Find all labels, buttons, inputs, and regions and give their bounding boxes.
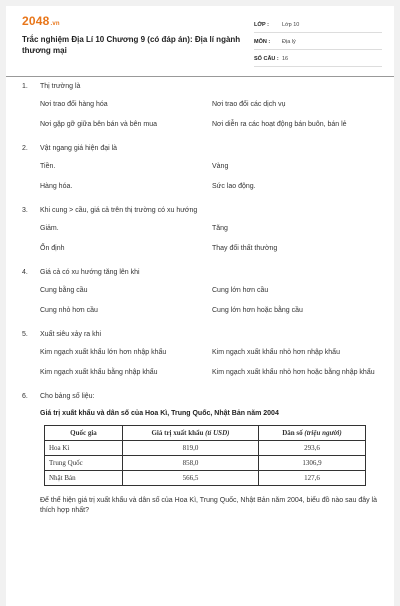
- question-text: Xuất siêu xảy ra khi: [40, 331, 102, 338]
- option[interactable]: Cung nhỏ hơn cầu: [40, 307, 98, 314]
- option[interactable]: Ổn định: [40, 245, 65, 252]
- meta-value: Địa lý: [282, 39, 296, 45]
- export-label: Giá trị xuất khẩu: [151, 429, 204, 437]
- worksheet-header: [6, 6, 394, 78]
- question-stem: [6, 392, 394, 402]
- question-number: 5.: [22, 331, 28, 338]
- option-grid: [6, 162, 394, 192]
- worksheet-page: [6, 6, 394, 606]
- question-stem: [6, 268, 394, 278]
- option[interactable]: Thay đổi thất thường: [212, 245, 278, 252]
- country-cell: Trung Quốc: [45, 456, 123, 471]
- meta-key: LỚP :: [254, 22, 269, 28]
- logo-text: 2048: [22, 14, 50, 28]
- question-text: Khi cung > cầu, giá cả trên thị trường có xu hướng: [40, 207, 198, 214]
- table-row: [45, 471, 366, 486]
- population-cell: 293,6: [258, 441, 365, 456]
- option[interactable]: Giảm.: [40, 225, 59, 232]
- question-number: 1.: [22, 83, 28, 90]
- option[interactable]: Nơi trao đổi hàng hóa: [40, 101, 108, 108]
- question-3: [6, 206, 394, 254]
- table-title: Giá trị xuất khẩu và dân số của Hoa Kì, Trung Quốc, Nhật Bản năm 2004: [40, 410, 279, 417]
- option[interactable]: Nơi gặp gỡ giữa bên bán và bên mua: [40, 121, 157, 128]
- question-1: [6, 82, 394, 130]
- question-stem: [6, 144, 394, 154]
- option[interactable]: Cung lớn hơn hoặc bằng cầu: [212, 307, 303, 314]
- question-2: [6, 144, 394, 192]
- column-header-population: [258, 426, 365, 441]
- question-followup: Để thể hiện giá trị xuất khẩu và dân số của Hoa Kì, Trung Quốc, Nhật Bản năm 2004, biểu đồ nào sau đây là thích hợp nhất?: [40, 497, 377, 514]
- population-label: Dân số: [282, 429, 303, 437]
- question-text: Cho bảng số liệu:: [40, 393, 95, 400]
- question-stem: [6, 82, 394, 92]
- data-table: [44, 425, 366, 486]
- meta-key: MÔN :: [254, 39, 271, 45]
- header-divider: [6, 76, 394, 77]
- option-grid: [6, 224, 394, 254]
- site-logo[interactable]: [22, 14, 60, 28]
- question-number: 2.: [22, 145, 28, 152]
- table-header-row: [45, 426, 366, 441]
- population-unit: (triệu người): [304, 429, 342, 437]
- export-unit: (tỉ USD): [205, 429, 230, 437]
- population-cell: 1306,9: [258, 456, 365, 471]
- country-cell: Nhật Bản: [45, 471, 123, 486]
- logo-tld: .vn: [50, 21, 60, 27]
- meta-row-class: [254, 18, 382, 33]
- option[interactable]: Cung lớn hơn cầu: [212, 287, 269, 294]
- option-grid: [6, 286, 394, 316]
- option[interactable]: Tiền.: [40, 163, 56, 170]
- question-stem: [6, 206, 394, 216]
- export-cell: 858,0: [123, 456, 259, 471]
- meta-row-count: [254, 52, 382, 67]
- meta-row-subject: [254, 35, 382, 50]
- option[interactable]: Kim ngạch xuất khẩu nhỏ hơn nhập khẩu: [212, 349, 340, 356]
- meta-value: Lớp 10: [282, 22, 300, 28]
- meta-value: 16: [282, 56, 289, 62]
- option[interactable]: Hàng hóa.: [40, 183, 73, 190]
- export-cell: 819,0: [123, 441, 259, 456]
- option[interactable]: Kim ngạch xuất khẩu nhỏ hơn hoặc bằng nhập khẩu: [212, 369, 375, 376]
- question-list: [6, 82, 394, 530]
- meta-panel: [254, 18, 382, 69]
- question-text: Vật ngang giá hiện đại là: [40, 145, 118, 152]
- question-text: Thị trường là: [40, 83, 81, 90]
- option[interactable]: Kim ngạch xuất khẩu bằng nhập khẩu: [40, 369, 158, 376]
- option-grid: [6, 348, 394, 378]
- question-number: 6.: [22, 393, 28, 400]
- option[interactable]: Nơi diễn ra các hoạt động bán buôn, bán lẻ: [212, 121, 347, 128]
- option-grid: [6, 100, 394, 130]
- table-row: [45, 456, 366, 471]
- export-cell: 566,5: [123, 471, 259, 486]
- question-6: [6, 392, 394, 516]
- page-title: Trắc nghiệm Địa Lí 10 Chương 9 (có đáp án): Địa lí ngành thương mại: [22, 35, 241, 55]
- option[interactable]: Sức lao động.: [212, 183, 256, 190]
- question-number: 4.: [22, 269, 28, 276]
- option[interactable]: Nơi trao đổi các dịch vụ: [212, 101, 286, 108]
- question-text: Giá cả có xu hướng tăng lên khi: [40, 269, 140, 276]
- question-number: 3.: [22, 207, 28, 214]
- country-cell: Hoa Kì: [45, 441, 123, 456]
- question-stem: [6, 330, 394, 340]
- meta-key: SỐ CÂU :: [254, 56, 279, 62]
- option[interactable]: Tăng: [212, 225, 228, 232]
- option[interactable]: Cung bằng cầu: [40, 287, 88, 294]
- table-row: [45, 441, 366, 456]
- question-4: [6, 268, 394, 316]
- option[interactable]: Kim ngạch xuất khẩu lớn hơn nhập khẩu: [40, 349, 167, 356]
- population-cell: 127,6: [258, 471, 365, 486]
- column-header-country: Quốc gia: [45, 426, 123, 441]
- option[interactable]: Vàng: [212, 163, 229, 170]
- question-5: [6, 330, 394, 378]
- column-header-export: [123, 426, 259, 441]
